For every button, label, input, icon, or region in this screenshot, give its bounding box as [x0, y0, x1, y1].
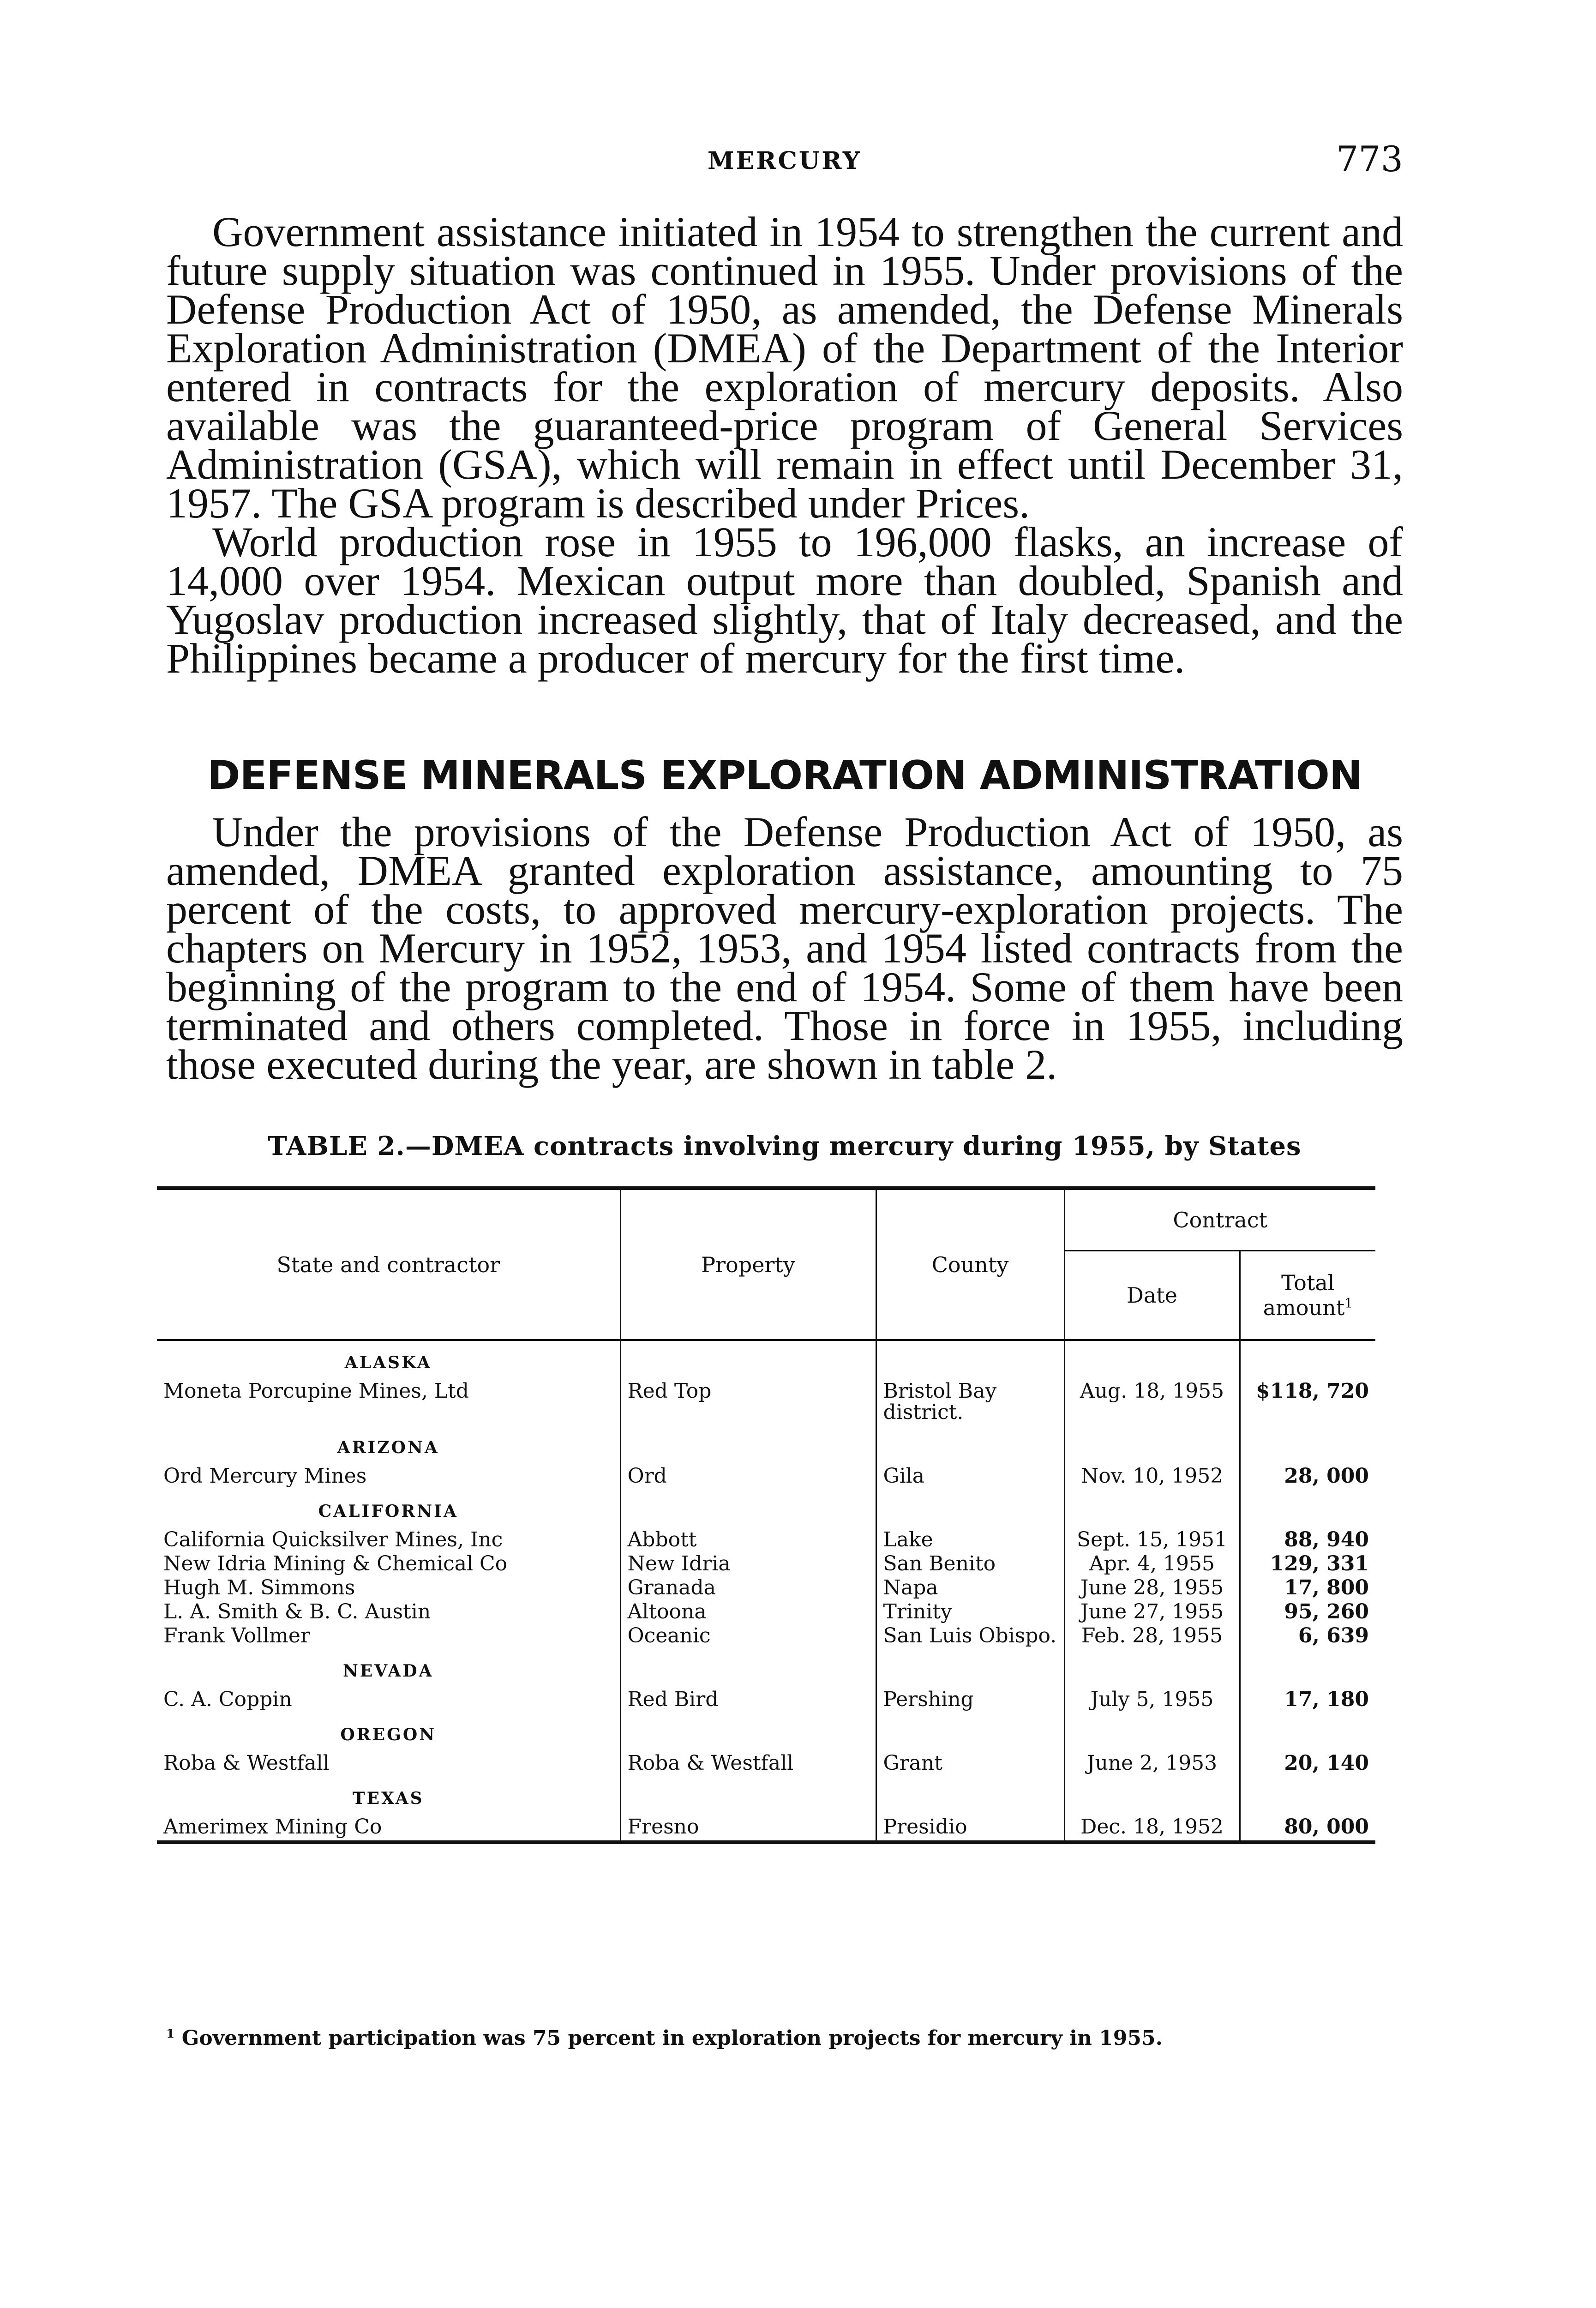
- empty-cell: [1240, 1649, 1375, 1689]
- table-row: [157, 1625, 1375, 1649]
- empty-cell: [1064, 1713, 1240, 1753]
- date-cell: [1064, 1529, 1240, 1553]
- amount-cell: [1240, 1466, 1375, 1490]
- date-cell-text: Sept. 15, 1951: [1077, 1528, 1227, 1551]
- amount-cell-text: 129, 331: [1270, 1552, 1369, 1575]
- amount-cell-text: 17, 180: [1284, 1688, 1369, 1711]
- state-cell: [157, 1490, 620, 1529]
- footnote-text: Government participation was 75 percent in exploration projects for mercury in 1955.: [181, 2026, 1163, 2050]
- property-cell: [620, 1753, 876, 1777]
- property-cell: [620, 1625, 876, 1649]
- empty-cell: [620, 1713, 876, 1753]
- header-total-amount-label: Total amount: [1263, 1270, 1345, 1320]
- amount-cell-text: 80, 000: [1284, 1815, 1369, 1839]
- empty-cell: [1064, 1426, 1240, 1466]
- running-title: MERCURY: [708, 147, 862, 175]
- section-heading: DEFENSE MINERALS EXPLORATION ADMINISTRATION: [207, 752, 1362, 799]
- intro-paragraph-2: World production rose in 1955 to 196,000 flasks, an increase of 14,000 over 1954. Mexican output more than doubled, Spanish and Yugoslav production increased slightly, that of Italy decreased, and the Philippines became a producer of mercury for the first time.: [166, 518, 1403, 682]
- empty-cell: [620, 1426, 876, 1466]
- header-state-contractor: State and contractor: [276, 1252, 500, 1277]
- property-cell-text: Roba & Westfall: [627, 1751, 794, 1775]
- state-name: TEXAS: [352, 1789, 424, 1808]
- amount-cell: [1240, 1753, 1375, 1777]
- property-cell-text: Ord: [627, 1464, 667, 1488]
- amount-cell: [1240, 1816, 1375, 1840]
- date-cell: [1064, 1466, 1240, 1490]
- contractor-cell: [157, 1466, 620, 1490]
- property-cell-text: Granada: [627, 1576, 716, 1599]
- contractor-cell-text: L. A. Smith & B. C. Austin: [163, 1600, 431, 1623]
- amount-cell: [1240, 1625, 1375, 1649]
- intro-paragraph-1: Government assistance initiated in 1954 to strengthen the current and future supply situation was continued in 1955. Under provisions of the Defense Production Act of 1950, as amended, the Defense Minerals Exploration Administration (DMEA) of the Department of the Interior entered in contracts for the exploration of mercury deposits. Also available was the guaranteed-price program of General Services Administration (GSA), which will remain in effect until December 31, 1957. The GSA program is described under Prices.: [166, 208, 1403, 527]
- county-cell-text: San Benito: [883, 1552, 996, 1575]
- empty-cell: [876, 1426, 1064, 1466]
- state-row: [157, 1426, 1375, 1466]
- table-row: [157, 1381, 1375, 1426]
- empty-cell: [620, 1649, 876, 1689]
- footnote-marker: 1: [166, 2026, 175, 2041]
- empty-cell: [620, 1777, 876, 1816]
- date-cell-text: Nov. 10, 1952: [1080, 1464, 1224, 1488]
- contractor-cell-text: C. A. Coppin: [163, 1688, 292, 1711]
- property-cell: [620, 1553, 876, 1577]
- date-cell-text: July 5, 1955: [1090, 1688, 1214, 1711]
- state-row: [157, 1649, 1375, 1689]
- table-row: [157, 1529, 1375, 1553]
- footnote: [166, 2026, 1403, 2050]
- county-cell-text: Lake: [883, 1528, 933, 1551]
- contractor-cell-text: Moneta Porcupine Mines, Ltd: [163, 1379, 469, 1403]
- county-cell: [876, 1689, 1064, 1713]
- property-cell: [620, 1466, 876, 1490]
- date-cell-text: June 2, 1953: [1086, 1751, 1218, 1775]
- property-cell-text: Fresno: [627, 1815, 699, 1839]
- property-cell-text: Red Top: [627, 1379, 712, 1403]
- state-cell: [157, 1713, 620, 1753]
- table-row: [157, 1577, 1375, 1601]
- contractor-cell: [157, 1601, 620, 1625]
- page-number: 773: [1336, 138, 1403, 180]
- header-contract: Contract: [1064, 1190, 1375, 1251]
- state-row: [157, 1490, 1375, 1529]
- property-cell-text: Oceanic: [627, 1624, 711, 1647]
- empty-cell: [1240, 1713, 1375, 1753]
- county-cell-text: Grant: [883, 1751, 942, 1775]
- county-cell: [876, 1577, 1064, 1601]
- date-cell: [1064, 1753, 1240, 1777]
- contractor-cell-text: New Idria Mining & Chemical Co: [163, 1552, 508, 1575]
- contractor-cell: [157, 1689, 620, 1713]
- empty-cell: [876, 1340, 1064, 1381]
- date-cell-text: Feb. 28, 1955: [1081, 1624, 1223, 1647]
- empty-cell: [1064, 1777, 1240, 1816]
- contractor-cell: [157, 1529, 620, 1553]
- property-cell: [620, 1689, 876, 1713]
- county-cell: [876, 1466, 1064, 1490]
- property-cell: [620, 1577, 876, 1601]
- amount-cell-text: 20, 140: [1284, 1751, 1369, 1775]
- county-cell-text: Trinity: [883, 1600, 952, 1623]
- header-date: Date: [1064, 1251, 1240, 1340]
- date-cell: [1064, 1689, 1240, 1713]
- amount-cell: [1240, 1381, 1375, 1426]
- contractor-cell: [157, 1577, 620, 1601]
- empty-cell: [1064, 1490, 1240, 1529]
- empty-cell: [1240, 1490, 1375, 1529]
- county-cell-text: Bristol Bay district.: [883, 1379, 997, 1424]
- property-cell: [620, 1381, 876, 1426]
- county-cell: [876, 1529, 1064, 1553]
- empty-cell: [620, 1340, 876, 1381]
- table-row: [157, 1601, 1375, 1625]
- state-cell: [157, 1340, 620, 1381]
- property-cell: [620, 1601, 876, 1625]
- property-cell-text: Altoona: [627, 1600, 707, 1623]
- running-head: [166, 138, 1403, 185]
- date-cell-text: Aug. 18, 1955: [1080, 1379, 1224, 1403]
- property-cell: [620, 1529, 876, 1553]
- property-cell-text: Red Bird: [627, 1688, 719, 1711]
- state-cell: [157, 1777, 620, 1816]
- county-cell: [876, 1381, 1064, 1426]
- county-cell: [876, 1625, 1064, 1649]
- empty-cell: [1064, 1340, 1240, 1381]
- empty-cell: [876, 1649, 1064, 1689]
- state-name: OREGON: [340, 1725, 437, 1744]
- empty-cell: [1064, 1649, 1240, 1689]
- table-row: [157, 1816, 1375, 1840]
- amount-cell: [1240, 1689, 1375, 1713]
- date-cell-text: June 27, 1955: [1080, 1600, 1224, 1623]
- header-total-amount: [1240, 1251, 1375, 1340]
- date-cell-text: Apr. 4, 1955: [1089, 1552, 1215, 1575]
- dmea-text: [166, 808, 1403, 1088]
- contractor-cell: [157, 1553, 620, 1577]
- contractor-cell-text: Amerimex Mining Co: [163, 1815, 382, 1839]
- state-row: [157, 1777, 1375, 1816]
- amount-cell: [1240, 1529, 1375, 1553]
- amount-cell-text: 17, 800: [1284, 1576, 1369, 1599]
- amount-cell-text: 95, 260: [1284, 1600, 1369, 1623]
- contracts-table: [157, 1186, 1375, 1844]
- county-cell-text: San Luis Obispo.: [883, 1624, 1057, 1647]
- table-row: [157, 1466, 1375, 1490]
- empty-cell: [1240, 1777, 1375, 1816]
- contractor-cell-text: Hugh M. Simmons: [163, 1576, 355, 1599]
- amount-cell-text: 88, 940: [1284, 1528, 1369, 1551]
- date-cell: [1064, 1553, 1240, 1577]
- property-cell-text: New Idria: [627, 1552, 731, 1575]
- state-name: CALIFORNIA: [318, 1502, 458, 1521]
- contractor-cell-text: California Quicksilver Mines, Inc: [163, 1528, 503, 1551]
- dmea-paragraph: Under the provisions of the Defense Production Act of 1950, as amended, DMEA granted exploration assistance, amounting to 75 percent of the costs, to approved mercury-exploration projects. The chapters on Mercury in 1952, 1953, and 1954 listed contracts from the beginning of the program to the end of 1954. Some of them have been terminated and others completed. Those in force in 1955, including those executed during the year, are shown in table 2.: [166, 808, 1403, 1088]
- header-property: Property: [620, 1190, 876, 1340]
- contractor-cell-text: Roba & Westfall: [163, 1751, 330, 1775]
- table-title: TABLE 2.—DMEA contracts involving mercury during 1955, by States: [268, 1131, 1302, 1161]
- property-cell: [620, 1816, 876, 1840]
- amount-cell-text: $118, 720: [1256, 1379, 1369, 1403]
- state-name: ALASKA: [344, 1353, 432, 1372]
- date-cell: [1064, 1381, 1240, 1426]
- date-cell: [1064, 1601, 1240, 1625]
- date-cell-text: June 28, 1955: [1080, 1576, 1224, 1599]
- empty-cell: [876, 1713, 1064, 1753]
- table-row: [157, 1689, 1375, 1713]
- amount-cell-text: 28, 000: [1284, 1464, 1369, 1488]
- state-cell: [157, 1649, 620, 1689]
- amount-cell: [1240, 1601, 1375, 1625]
- contractor-cell-text: Ord Mercury Mines: [163, 1464, 367, 1488]
- amount-cell: [1240, 1577, 1375, 1601]
- header-footnote-ref: 1: [1344, 1295, 1353, 1311]
- state-row: [157, 1713, 1375, 1753]
- county-cell: [876, 1553, 1064, 1577]
- empty-cell: [1240, 1426, 1375, 1466]
- contractor-cell: [157, 1753, 620, 1777]
- county-cell-text: Presidio: [883, 1815, 967, 1839]
- state-name: NEVADA: [342, 1661, 434, 1681]
- empty-cell: [1240, 1340, 1375, 1381]
- table-row: [157, 1553, 1375, 1577]
- table-row: [157, 1753, 1375, 1777]
- table-body: [157, 1340, 1375, 1840]
- date-cell: [1064, 1816, 1240, 1840]
- empty-cell: [620, 1490, 876, 1529]
- county-cell-text: Napa: [883, 1576, 938, 1599]
- intro-text: [166, 208, 1403, 682]
- state-name: ARIZONA: [337, 1438, 439, 1457]
- state-row: [157, 1340, 1375, 1381]
- empty-cell: [876, 1777, 1064, 1816]
- county-cell: [876, 1753, 1064, 1777]
- date-cell: [1064, 1625, 1240, 1649]
- county-cell-text: Pershing: [883, 1688, 974, 1711]
- date-cell: [1064, 1577, 1240, 1601]
- state-cell: [157, 1426, 620, 1466]
- property-cell-text: Abbott: [627, 1528, 697, 1551]
- contractor-cell: [157, 1816, 620, 1840]
- date-cell-text: Dec. 18, 1952: [1080, 1815, 1224, 1839]
- county-cell: [876, 1816, 1064, 1840]
- contractor-cell-text: Frank Vollmer: [163, 1624, 310, 1647]
- contractor-cell: [157, 1381, 620, 1426]
- header-county: County: [876, 1190, 1064, 1340]
- county-cell-text: Gila: [883, 1464, 925, 1488]
- contractor-cell: [157, 1625, 620, 1649]
- empty-cell: [876, 1490, 1064, 1529]
- amount-cell-text: 6, 639: [1298, 1624, 1369, 1647]
- county-cell: [876, 1601, 1064, 1625]
- amount-cell: [1240, 1553, 1375, 1577]
